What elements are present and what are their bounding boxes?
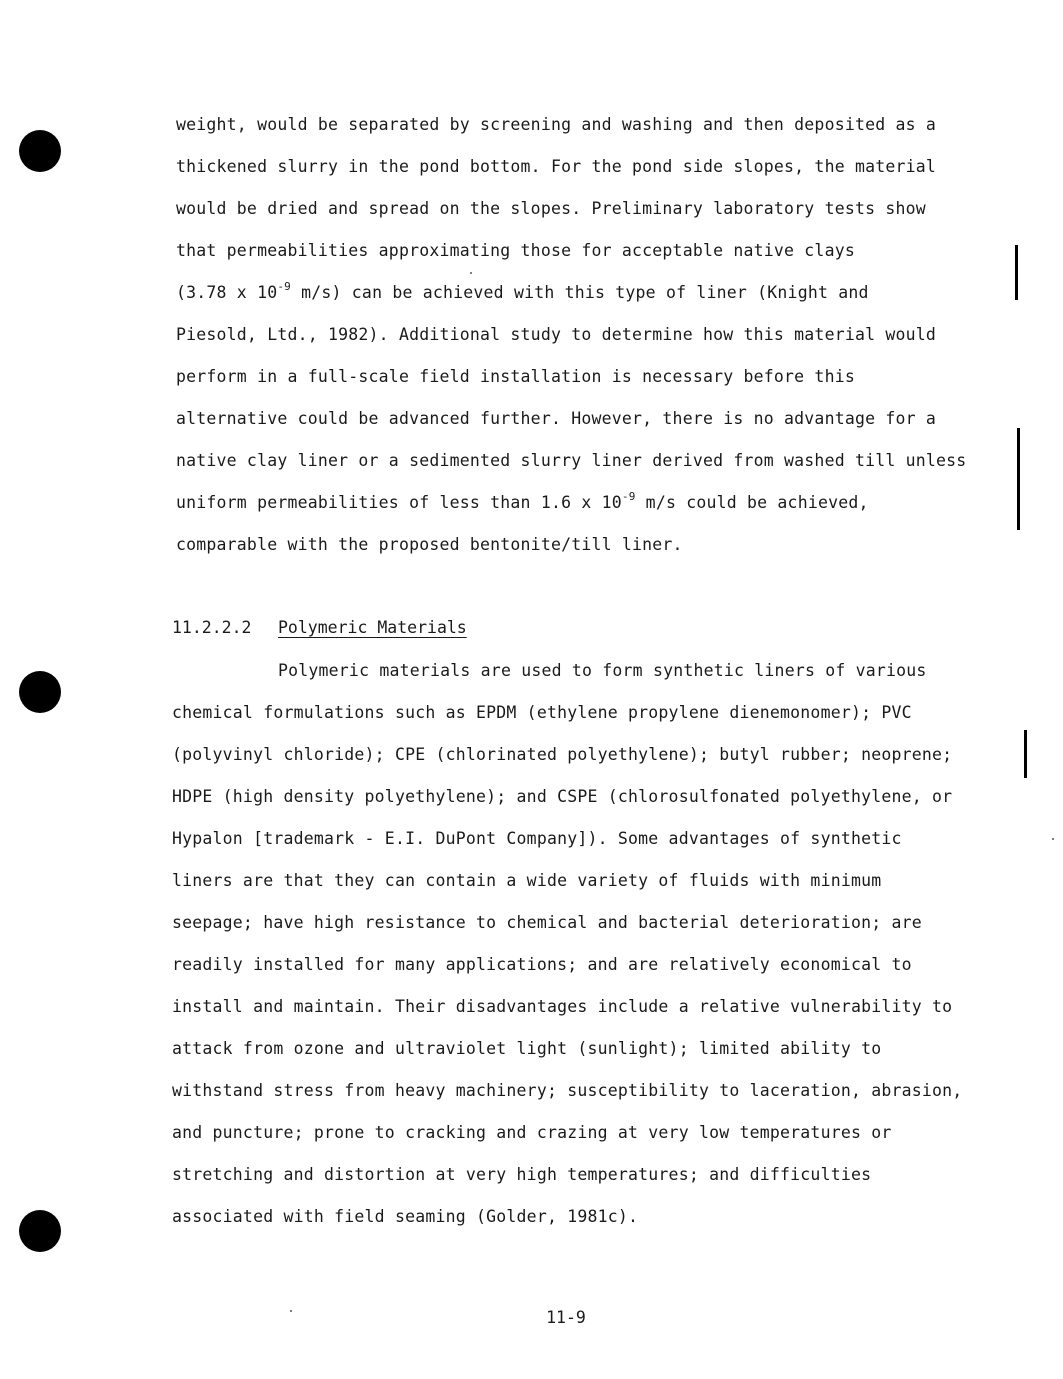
text-line: Hypalon [trademark - E.I. DuPont Company]). Some advantages of synthetic	[172, 829, 902, 848]
text-line	[176, 272, 966, 314]
section-heading	[172, 607, 467, 649]
text-line: that permeabilities approximating those for acceptable native clays	[176, 241, 855, 260]
text-fragment: m/s) can be achieved with this type of liner (Knight and	[291, 283, 869, 302]
text-line: thickened slurry in the pond bottom. For the pond side slopes, the material	[176, 157, 937, 176]
text-fragment: m/s could be achieved,	[635, 493, 869, 512]
text-line	[176, 482, 966, 524]
text-line: Piesold, Ltd., 1982). Additional study to determine how this material would	[176, 325, 937, 344]
text-line: HDPE (high density polyethylene); and CSPE (chlorosulfonated polyethylene, or	[172, 787, 953, 806]
scan-speck	[1052, 838, 1054, 840]
punch-hole-bottom	[19, 1210, 61, 1252]
text-line: attack from ozone and ultraviolet light (sunlight); limited ability to	[172, 1039, 882, 1058]
text-line: Polymeric materials are used to form synthetic liners of various	[278, 661, 927, 680]
text-line: install and maintain. Their disadvantages include a relative vulnerability to	[172, 997, 953, 1016]
paragraph-liner-permeability	[176, 104, 966, 566]
text-fragment: uniform permeabilities of less than 1.6 x 10	[176, 493, 622, 512]
text-line: chemical formulations such as EPDM (ethylene propylene dienemonomer); PVC	[172, 703, 912, 722]
section-number: 11.2.2.2	[172, 618, 252, 637]
text-line: native clay liner or a sedimented slurry liner derived from washed till unless	[176, 451, 967, 470]
text-line: stretching and distortion at very high temperatures; and difficulties	[172, 1165, 872, 1184]
text-line: perform in a full-scale field installation is necessary before this	[176, 367, 855, 386]
text-line: comparable with the proposed bentonite/till liner.	[176, 535, 683, 554]
section-title: Polymeric Materials	[278, 618, 467, 637]
change-bar-3	[1024, 730, 1027, 778]
text-line: alternative could be advanced further. However, there is no advantage for a	[176, 409, 937, 428]
punch-hole-top	[19, 130, 61, 172]
exponent: -9	[621, 490, 636, 503]
exponent: -9	[277, 280, 291, 293]
text-line: (polyvinyl chloride); CPE (chlorinated polyethylene); butyl rubber; neoprene;	[172, 745, 953, 764]
paragraph-polymeric-materials	[172, 650, 962, 1238]
text-line: associated with field seaming (Golder, 1981c).	[172, 1207, 639, 1226]
change-bar-1	[1015, 245, 1018, 300]
page-number: 11-9	[546, 1308, 586, 1327]
text-line: seepage; have high resistance to chemical and bacterial deterioration; are	[172, 913, 922, 932]
text-line: would be dried and spread on the slopes. Preliminary laboratory tests show	[176, 199, 926, 218]
text-line: withstand stress from heavy machinery; susceptibility to laceration, abrasion,	[172, 1081, 963, 1100]
text-line: liners are that they can contain a wide variety of fluids with minimum	[172, 871, 882, 890]
text-fragment: (3.78 x 10	[176, 283, 278, 302]
change-bar-2	[1017, 428, 1020, 530]
text-line: and puncture; prone to cracking and crazing at very low temperatures or	[172, 1123, 892, 1142]
text-line: weight, would be separated by screening and washing and then deposited as a	[176, 115, 937, 134]
punch-hole-middle	[19, 671, 61, 713]
text-line: readily installed for many applications; and are relatively economical to	[172, 955, 912, 974]
